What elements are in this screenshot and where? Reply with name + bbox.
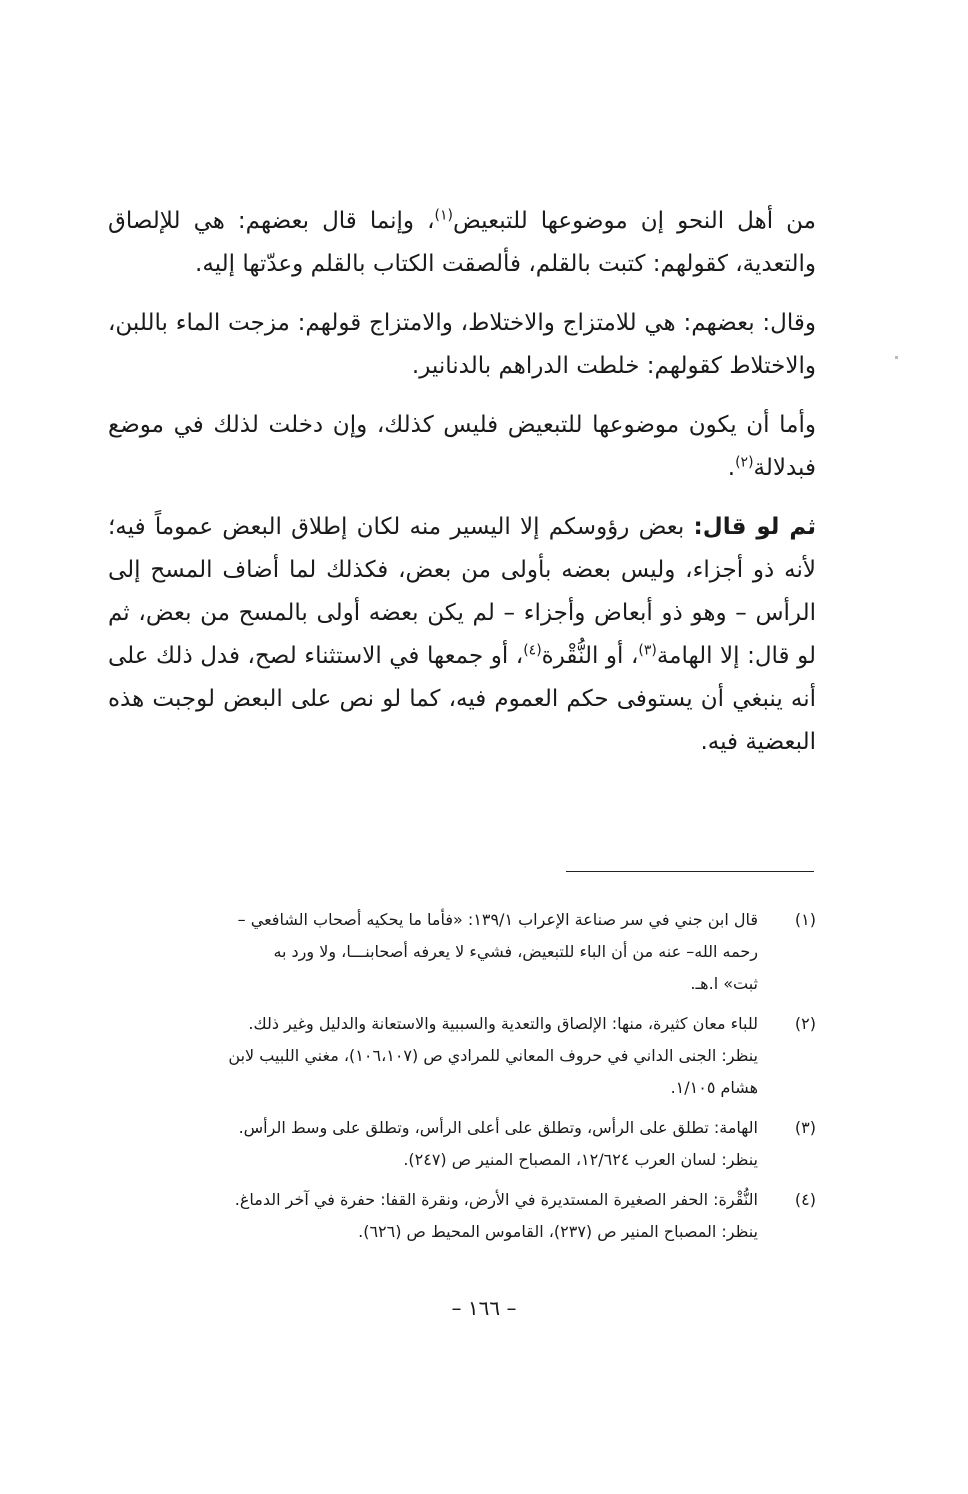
footnote-line: ينظر: المصباح المنير ص (٢٣٧)، القاموس المحيط ص (٦٢٦).	[358, 1222, 758, 1241]
paragraph-4	[108, 506, 816, 764]
footnote-3	[108, 1112, 816, 1176]
footnote-4	[108, 1184, 816, 1248]
paragraph-3	[108, 404, 816, 490]
footnote-number: (٣)	[794, 1118, 816, 1137]
paragraph-4-text-c: ، أو جمعها في الاستثناء لصح، فدل ذلك على أنه ينبغي أن يستوفى حكم العموم فيه، كما لو نص على البعض لوجبت هذه البعضية فيه.	[108, 643, 816, 755]
paragraph-1-text: من أهل النحو إن موضوعها للتبعيض	[452, 208, 816, 234]
footnote-1	[108, 904, 816, 1000]
footnote-text	[108, 1184, 758, 1248]
footnote-ref-1: (١)	[434, 207, 453, 224]
footnote-ref-3: (٣)	[638, 642, 657, 659]
paragraph-4-text-a: بعض رؤوسكم إلا اليسير منه لكان إطلاق البعض عموماً فيه؛ لأنه ذو أجزاء، وليس بعضه بأولى من بعض، فكذلك لما أضاف المسح إلى الرأس – وهو ذو أبعاض وأجزاء – لم يكن بعضه أولى بالمسح من بعض، ثم لو قال: إلا الهامة	[108, 514, 816, 669]
footnote-text	[108, 1008, 758, 1104]
paragraph-3-text: وأما أن يكون موضوعها للتبعيض فليس كذلك، وإن دخلت لذلك في موضع فبدلالة	[108, 412, 816, 481]
footnote-line: ثبت» ا.هـ.	[690, 974, 758, 993]
paragraph-1	[108, 200, 816, 286]
footnote-ref-2: (٢)	[735, 454, 754, 471]
footnote-line: للباء معان كثيرة، منها: الإلصاق والتعدية والسببية والاستعانة والدليل وغير ذلك.	[248, 1014, 758, 1033]
paragraph-4-text-b: ، أو النُّقْرة	[541, 643, 639, 669]
footnote-line: قال ابن جني في سر صناعة الإعراب ١٣٩/١: «فأما ما يحكيه أصحاب الشافعي –	[237, 910, 758, 929]
footnote-text	[108, 1112, 758, 1176]
footnote-number: (٢)	[794, 1014, 816, 1033]
paragraph-3-end: .	[727, 455, 736, 481]
footnote-line: النُّقْرة: الحفر الصغيرة المستديرة في الأرض، ونقرة القفا: حفرة في آخر الدماغ.	[234, 1190, 758, 1209]
footnote-line: هشام ١/١٠٥.	[670, 1078, 758, 1097]
footnote-number: (١)	[794, 910, 816, 929]
main-text	[108, 200, 816, 780]
footnote-line: ينظر: لسان العرب ١٢/٦٢٤، المصباح المنير ص (٢٤٧).	[403, 1150, 758, 1169]
footnote-line: ينظر: الجنى الداني في حروف المعاني للمرادي ص (١٠٦،١٠٧)، مغني اللبيب لابن	[228, 1046, 758, 1065]
page-number: – ١٦٦ –	[451, 1296, 517, 1320]
footnote-text	[108, 904, 758, 1000]
footnote-line: الهامة: تطلق على الرأس، وتطلق على أعلى الرأس، وتطلق على وسط الرأس.	[238, 1118, 758, 1137]
paragraph-1-text-rest: ، وإنما قال بعضهم: هي للإلصاق والتعدية، كقولهم: كتبت بالقلم، فألصقت الكتاب بالقلم وعدّتها إليه.	[108, 208, 816, 277]
footnote-line: رحمه الله– عنه من أن الباء للتبعيض، فشيء لا يعرفه أصحابنـــا، ولا ورد به	[273, 942, 758, 961]
paragraph-2: وقال: بعضهم: هي للامتزاج والاختلاط، والامتزاج قولهم: مزجت الماء باللبن، والاختلاط كقولهم: خلطت الدراهم بالدنانير.	[108, 310, 816, 379]
paragraph-4-lead: ثم لو قال:	[693, 514, 816, 540]
footnotes	[108, 904, 816, 1256]
footnote-ref-4: (٤)	[523, 642, 542, 659]
footnote-2	[108, 1008, 816, 1104]
footnote-separator	[566, 871, 814, 872]
footnote-number: (٤)	[794, 1190, 816, 1209]
margin-mark	[895, 356, 898, 359]
